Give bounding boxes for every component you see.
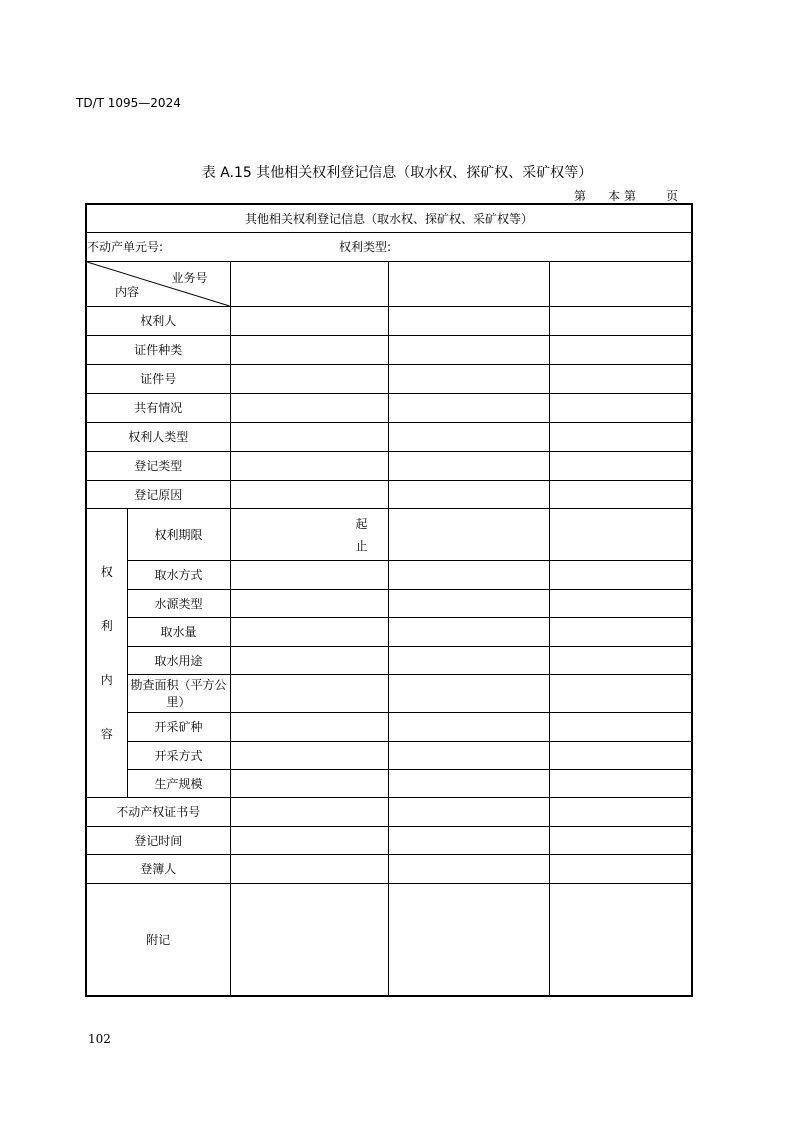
page-of-di-1: 第	[574, 189, 587, 203]
value-cell[interactable]	[549, 854, 692, 883]
value-cell[interactable]	[230, 306, 388, 335]
value-cell[interactable]	[388, 589, 549, 617]
remarks-label: 附记	[86, 883, 230, 996]
registration-form-table	[85, 203, 693, 997]
remarks-cell[interactable]	[549, 883, 692, 996]
value-cell[interactable]	[549, 826, 692, 854]
value-cell[interactable]	[549, 393, 692, 422]
value-cell[interactable]	[230, 422, 388, 451]
standard-code: TD/T 1095—2024	[76, 96, 181, 110]
value-cell[interactable]	[230, 826, 388, 854]
group-char: 利	[100, 618, 113, 633]
value-cell[interactable]	[549, 364, 692, 393]
value-cell[interactable]	[549, 480, 692, 508]
row-label: 登记原因	[86, 480, 230, 508]
value-cell[interactable]	[230, 364, 388, 393]
row-label: 共有情况	[86, 393, 230, 422]
page-of-di-2: 第	[624, 189, 637, 203]
row-label: 登簿人	[86, 854, 230, 883]
row-label: 生产规模	[127, 769, 230, 797]
right-type-label: 权利类型:	[339, 240, 392, 254]
value-cell[interactable]	[549, 508, 692, 560]
group-char: 容	[100, 726, 113, 741]
value-cell[interactable]	[388, 712, 549, 741]
row-label: 开采矿种	[127, 712, 230, 741]
row-label: 水源类型	[127, 589, 230, 617]
row-label: 取水用途	[127, 646, 230, 674]
value-cell[interactable]	[388, 261, 549, 306]
row-label: 开采方式	[127, 741, 230, 769]
table-title: 表 A.15 其他相关权利登记信息（取水权、探矿权、采矿权等）	[201, 165, 593, 181]
value-cell[interactable]	[549, 422, 692, 451]
group-char: 内	[100, 672, 113, 687]
value-cell[interactable]	[388, 508, 549, 560]
page-indicator	[574, 187, 678, 204]
value-cell[interactable]	[549, 306, 692, 335]
value-cell[interactable]	[549, 451, 692, 480]
rights-content-group-label	[86, 508, 127, 797]
value-cell[interactable]	[549, 335, 692, 364]
row-label: 证件种类	[86, 335, 230, 364]
value-cell[interactable]	[388, 769, 549, 797]
value-cell[interactable]	[388, 393, 549, 422]
row-label: 登记时间	[86, 826, 230, 854]
value-cell[interactable]	[230, 589, 388, 617]
row-label: 权利人类型	[86, 422, 230, 451]
value-cell[interactable]	[388, 741, 549, 769]
value-cell[interactable]	[388, 364, 549, 393]
row-label: 取水量	[127, 617, 230, 646]
row-label: 不动产权证书号	[86, 797, 230, 826]
value-cell[interactable]	[388, 560, 549, 589]
business-no-label: 业务号	[171, 270, 208, 285]
value-cell[interactable]	[549, 560, 692, 589]
value-cell[interactable]	[230, 393, 388, 422]
remarks-cell[interactable]	[230, 883, 388, 996]
page-of-ben: 本	[608, 189, 621, 203]
value-cell[interactable]	[230, 560, 388, 589]
value-cell[interactable]	[549, 646, 692, 674]
value-cell[interactable]	[230, 712, 388, 741]
row-label: 权利人	[86, 306, 230, 335]
value-cell[interactable]	[230, 617, 388, 646]
diagonal-line	[87, 262, 230, 306]
diagonal-header-cell	[86, 261, 230, 306]
page-of-ye: 页	[666, 189, 679, 203]
value-cell[interactable]	[388, 451, 549, 480]
value-cell[interactable]	[230, 335, 388, 364]
value-cell[interactable]	[388, 826, 549, 854]
value-cell[interactable]	[388, 480, 549, 508]
content-label: 内容	[115, 284, 140, 299]
value-cell[interactable]	[388, 617, 549, 646]
remarks-cell[interactable]	[388, 883, 549, 996]
value-cell[interactable]	[388, 797, 549, 826]
value-cell[interactable]	[230, 797, 388, 826]
value-cell[interactable]	[549, 261, 692, 306]
row-label: 登记类型	[86, 451, 230, 480]
value-cell[interactable]	[388, 335, 549, 364]
page-number: 102	[88, 1032, 111, 1046]
group-char: 权	[100, 564, 113, 579]
form-info-row	[86, 232, 692, 261]
row-label: 证件号	[86, 364, 230, 393]
value-cell[interactable]	[388, 854, 549, 883]
value-cell[interactable]	[230, 674, 388, 712]
value-cell[interactable]	[549, 797, 692, 826]
value-cell[interactable]	[230, 741, 388, 769]
value-cell[interactable]	[388, 646, 549, 674]
term-end-label: 止	[355, 538, 368, 553]
value-cell[interactable]	[549, 741, 692, 769]
row-label: 权利期限	[127, 508, 230, 560]
value-cell[interactable]	[388, 306, 549, 335]
value-cell[interactable]	[230, 646, 388, 674]
value-cell[interactable]	[230, 769, 388, 797]
term-cell[interactable]	[230, 508, 388, 560]
value-cell[interactable]	[230, 451, 388, 480]
value-cell[interactable]	[230, 261, 388, 306]
form-heading: 其他相关权利登记信息（取水权、探矿权、采矿权等）	[86, 204, 692, 232]
value-cell[interactable]	[230, 854, 388, 883]
value-cell[interactable]	[549, 712, 692, 741]
value-cell[interactable]	[549, 674, 692, 712]
value-cell[interactable]	[549, 769, 692, 797]
term-start-label: 起	[355, 516, 368, 531]
value-cell[interactable]	[388, 674, 549, 712]
row-label: 勘查面积（平方公里）	[127, 674, 230, 712]
value-cell[interactable]	[388, 422, 549, 451]
value-cell[interactable]	[549, 617, 692, 646]
value-cell[interactable]	[230, 480, 388, 508]
value-cell[interactable]	[549, 589, 692, 617]
row-label: 取水方式	[127, 560, 230, 589]
unit-no-label: 不动产单元号:	[87, 240, 164, 254]
